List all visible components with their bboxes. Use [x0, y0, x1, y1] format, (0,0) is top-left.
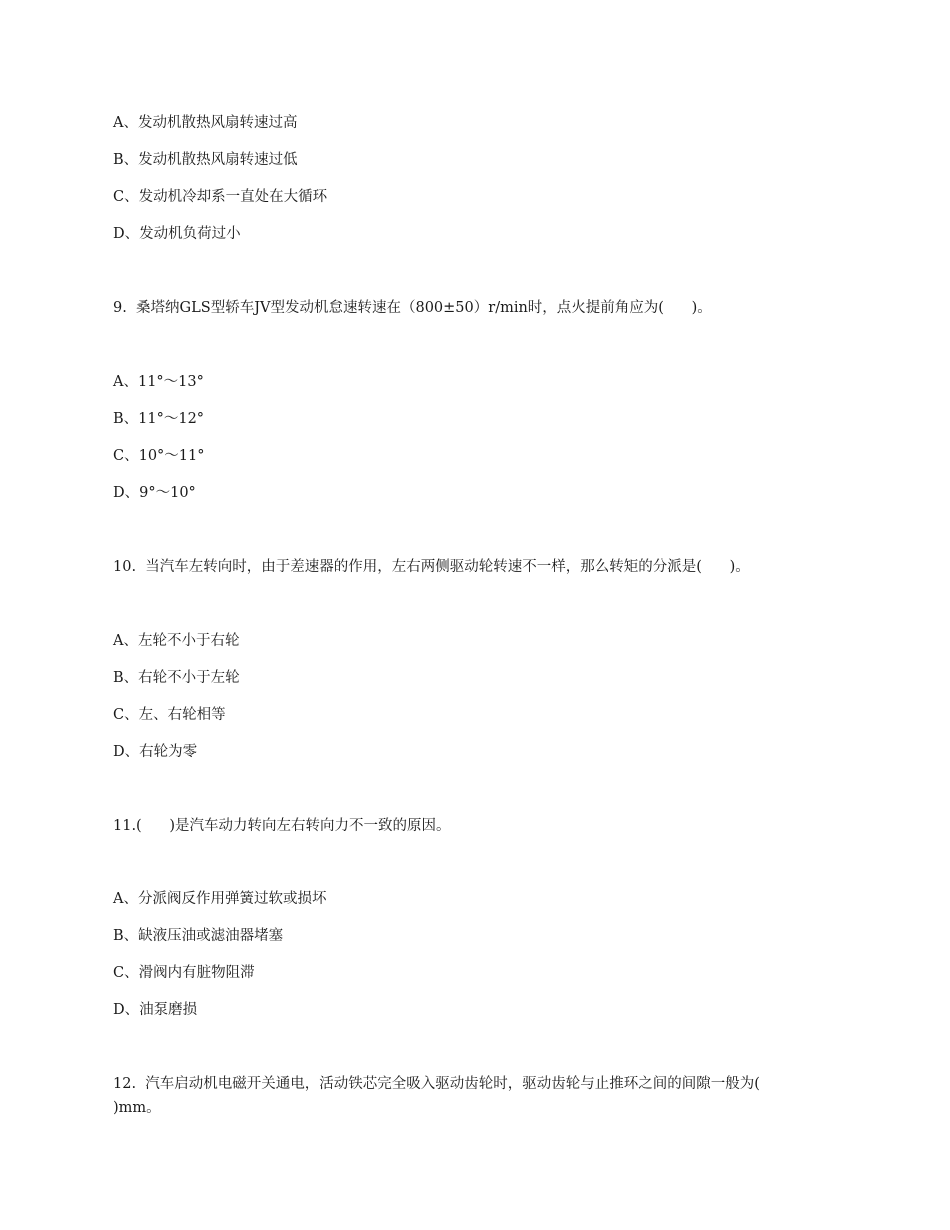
q11-option-b: B、缺液压油或滤油器堵塞 — [113, 928, 284, 944]
q12-question-line2: )mm。 — [113, 1100, 161, 1116]
q9-question: 9. 桑塔纳GLS型轿车JV型发动机怠速转速在（800±50）r/min时，点火提前角应为( )。 — [113, 300, 712, 316]
q9-option-b: B、11°～12° — [113, 411, 205, 427]
q10-option-a: A、左轮不小于右轮 — [113, 633, 240, 649]
q11-question: 11.( )是汽车动力转向左右转向力不一致的原因。 — [113, 818, 451, 834]
q11-option-a: A、分派阀反作用弹簧过软或损坏 — [113, 891, 327, 907]
q9-option-c: C、10°～11° — [113, 448, 205, 464]
q10-option-c: C、左、右轮相等 — [113, 707, 226, 723]
q11-option-d: D、油泵磨损 — [113, 1002, 198, 1018]
q8-option-c: C、发动机冷却系一直处在大循环 — [113, 189, 328, 205]
q9-option-d: D、9°～10° — [113, 485, 196, 501]
q10-option-d: D、右轮为零 — [113, 744, 198, 760]
q10-option-b: B、右轮不小于左轮 — [113, 670, 240, 686]
q12-question-line1: 12. 汽车启动机电磁开关通电，活动铁芯完全吸入驱动齿轮时，驱动齿轮与止推环之间的间隙一般为( — [113, 1076, 760, 1092]
q8-option-b: B、发动机散热风扇转速过低 — [113, 152, 298, 168]
q10-question: 10. 当汽车左转向时，由于差速器的作用，左右两侧驱动轮转速不一样，那么转矩的分派是( )。 — [113, 559, 750, 575]
q8-option-a: A、发动机散热风扇转速过高 — [113, 115, 298, 131]
q8-option-d: D、发动机负荷过小 — [113, 226, 241, 242]
q11-option-c: C、滑阀内有脏物阻滞 — [113, 965, 255, 981]
q9-option-a: A、11°～13° — [113, 374, 204, 390]
